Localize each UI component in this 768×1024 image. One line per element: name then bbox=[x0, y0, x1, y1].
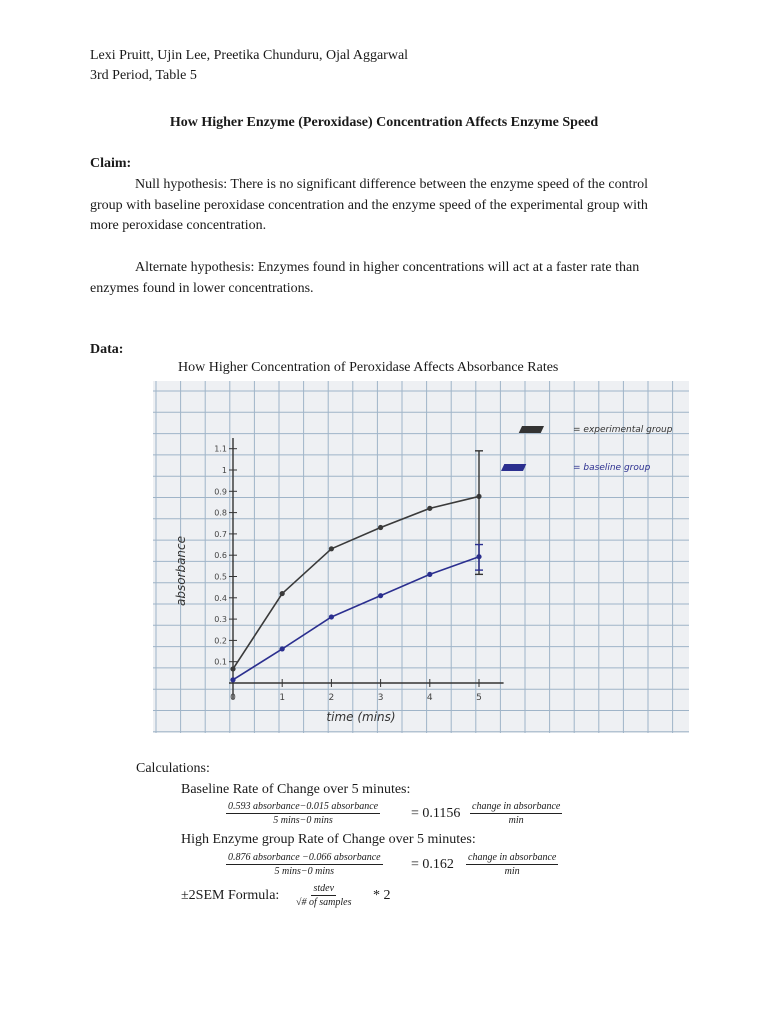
legend-label: = baseline group bbox=[573, 463, 651, 473]
data-point bbox=[378, 525, 383, 530]
legend-swatch bbox=[501, 464, 526, 471]
y-tick-label: 0.6 bbox=[214, 551, 227, 561]
baseline-numerator: 0.593 absorbance−0.015 absorbance bbox=[228, 801, 379, 812]
y-axis-label: absorbance bbox=[174, 535, 188, 607]
data-point bbox=[378, 593, 383, 598]
legend-label: = experimental group bbox=[573, 425, 673, 435]
y-tick-label: 0.2 bbox=[214, 636, 227, 646]
x-tick-label: 2 bbox=[328, 693, 335, 703]
y-tick-label: 1 bbox=[221, 466, 227, 475]
high-fraction bbox=[226, 851, 383, 878]
data-point bbox=[280, 591, 285, 596]
y-tick-label: 0.5 bbox=[214, 572, 227, 582]
x-tick-label: 3 bbox=[377, 693, 384, 703]
data-point bbox=[329, 614, 334, 619]
x-tick-label: 5 bbox=[476, 693, 482, 703]
data-heading: Data: bbox=[90, 342, 124, 357]
high-unit-denominator: min bbox=[504, 866, 520, 877]
high-denominator: 5 mins−0 mins bbox=[274, 866, 335, 877]
y-tick-label: 0.1 bbox=[214, 657, 227, 667]
period-line: 3rd Period, Table 5 bbox=[90, 68, 197, 83]
y-tick-label: 1.1 bbox=[214, 444, 227, 454]
sem-times-two: * 2 bbox=[373, 888, 391, 903]
high-unit bbox=[466, 851, 558, 878]
baseline-unit bbox=[470, 800, 562, 827]
baseline-fraction bbox=[226, 800, 380, 827]
x-tick-label: 1 bbox=[279, 693, 286, 703]
calculations-heading: Calculations: bbox=[136, 761, 210, 776]
high-result: = 0.162 bbox=[411, 857, 454, 872]
baseline-denominator: 5 mins−0 mins bbox=[273, 815, 333, 826]
baseline-rate-label: Baseline Rate of Change over 5 minutes: bbox=[181, 782, 411, 797]
high-numerator: 0.876 absorbance −0.066 absorbance bbox=[228, 852, 381, 863]
document-title: How Higher Enzyme (Peroxidase) Concentration Affects Enzyme Speed bbox=[169, 115, 599, 130]
x-tick-label: 0 bbox=[230, 693, 236, 703]
data-point bbox=[280, 646, 285, 651]
sem-label: ±2SEM Formula: bbox=[181, 888, 280, 903]
sem-denominator: √# of samples bbox=[296, 897, 352, 908]
y-tick-label: 0.8 bbox=[214, 508, 227, 518]
y-tick-label: 0.4 bbox=[214, 593, 227, 603]
data-point bbox=[329, 546, 334, 551]
data-point bbox=[230, 666, 235, 671]
alternate-hypothesis: Alternate hypothesis: Enzymes found in higher concentrations will act at a faster rate than enzymes found in lower concentrations. bbox=[90, 260, 640, 296]
baseline-unit-denominator: min bbox=[508, 815, 524, 826]
absorbance-chart bbox=[153, 381, 689, 733]
legend-swatch bbox=[519, 426, 544, 433]
high-rate-label: High Enzyme group Rate of Change over 5 minutes: bbox=[181, 832, 476, 847]
data-point bbox=[230, 677, 235, 682]
x-axis-label: time (mins) bbox=[326, 710, 396, 724]
data-point bbox=[427, 506, 432, 511]
authors-line: Lexi Pruitt, Ujin Lee, Preetika Chunduru, Ojal Aggarwal bbox=[90, 48, 409, 63]
y-tick-label: 0.9 bbox=[214, 487, 227, 497]
x-tick-label: 4 bbox=[426, 693, 433, 703]
baseline-unit-numerator: change in absorbance bbox=[472, 801, 561, 812]
high-unit-numerator: change in absorbance bbox=[468, 852, 557, 863]
baseline-result: = 0.1156 bbox=[411, 806, 461, 821]
sem-numerator: stdev bbox=[313, 883, 335, 894]
data-point bbox=[427, 572, 432, 577]
null-hypothesis: Null hypothesis: There is no significant difference between the enzyme speed of the control group with baseline peroxidase concentration and the enzyme speed of the experimental group with more peroxidase concentration. bbox=[90, 177, 649, 233]
sem-fraction bbox=[294, 882, 354, 909]
y-tick-label: 0.3 bbox=[214, 615, 227, 625]
claim-heading: Claim: bbox=[90, 156, 132, 171]
figure-title: How Higher Concentration of Peroxidase Affects Absorbance Rates bbox=[178, 360, 559, 375]
y-tick-label: 0.7 bbox=[214, 529, 227, 539]
